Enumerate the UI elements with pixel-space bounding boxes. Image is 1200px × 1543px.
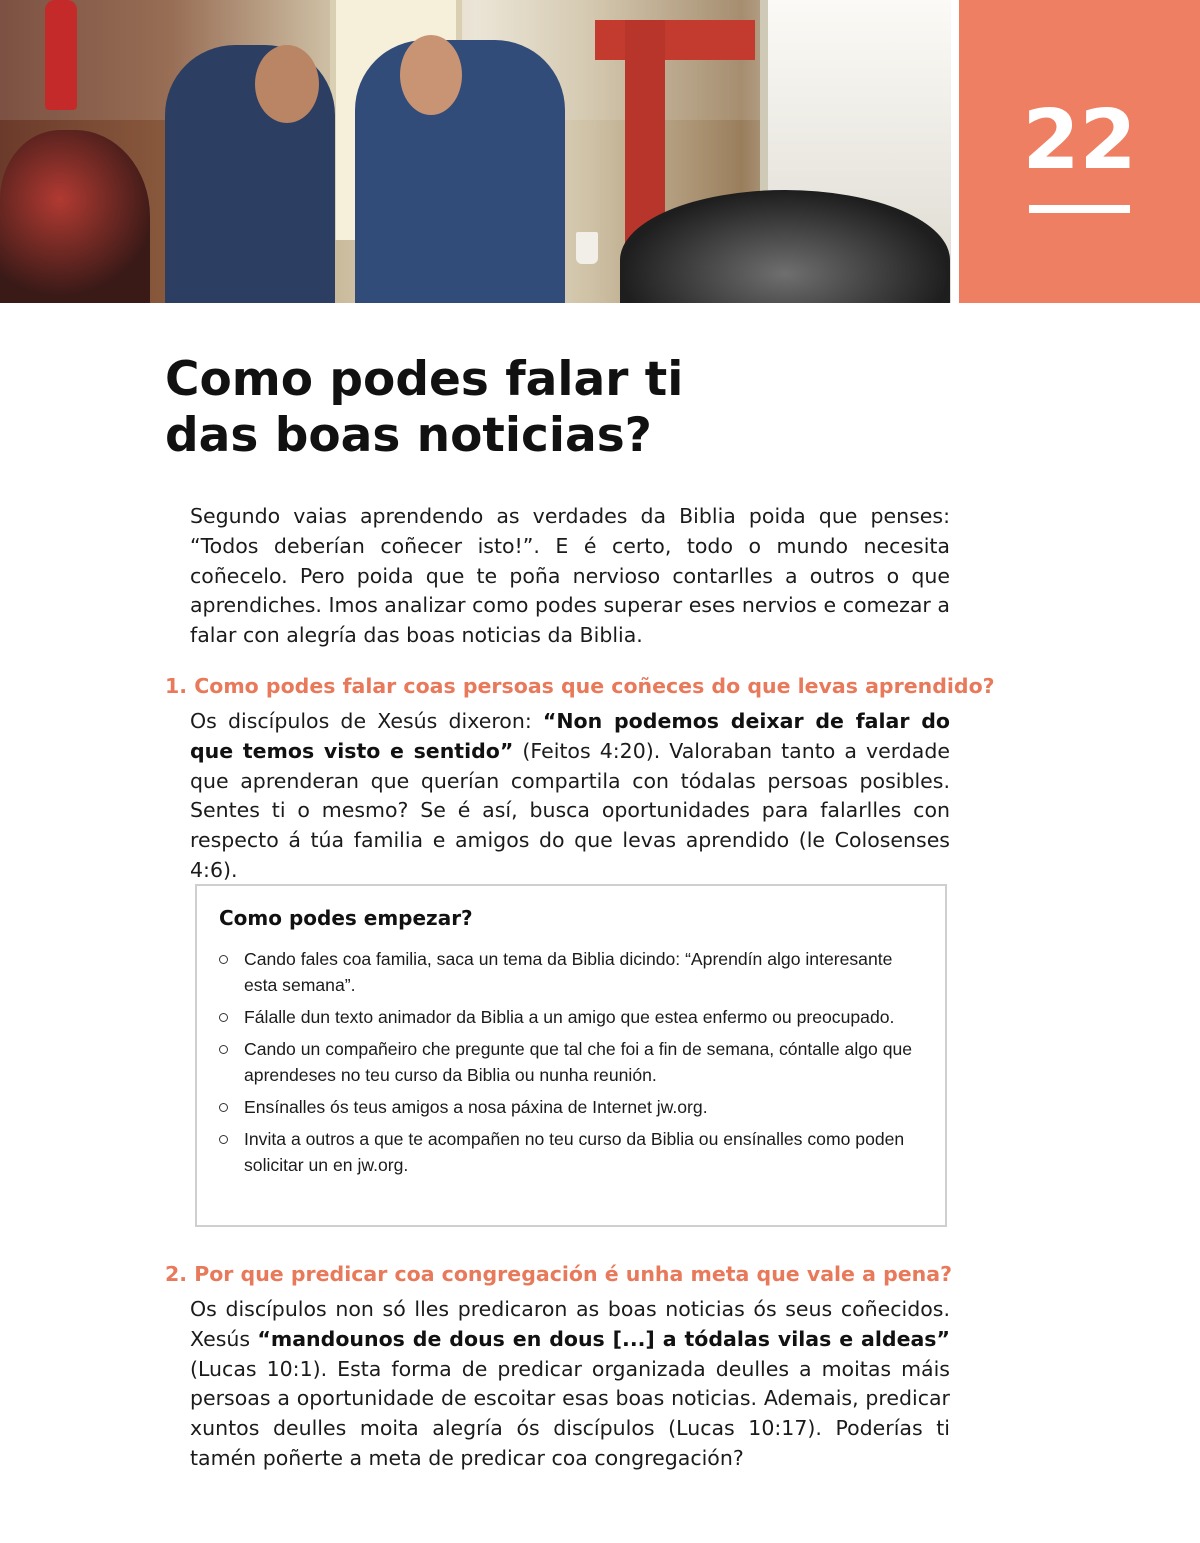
question-1: 1. Como podes falar coas persoas que coñeces do que levas aprendido? <box>165 674 995 698</box>
list-item-text: Cando un compañeiro che pregunte que tal che foi a fin de semana, cóntalle algo que aprendeses no teu curso da Biblia ou nunha reunión. <box>244 1039 913 1085</box>
page-title-line-1: Como podes falar ti <box>165 352 684 407</box>
section-1-quote: “Non podemos deixar de falar do que temos visto e sentido” <box>190 709 950 763</box>
chapter-badge <box>959 0 1200 303</box>
chapter-number: 22 <box>1022 93 1137 188</box>
tips-box <box>195 884 947 1227</box>
list-item-text: Invita a outros a que te acompañen no teu curso da Biblia ou ensínalles como poden solicitar un en jw.org. <box>244 1129 905 1175</box>
tips-box-title: Como podes empezar? <box>219 906 473 930</box>
list-item-text: Fálalle dun texto animador da Biblia a un amigo que estea enfermo ou preocupado. <box>244 1007 895 1027</box>
list-item <box>219 1126 919 1178</box>
intro-paragraph: Segundo vaias aprendendo as verdades da Biblia poida que penses: “Todos deberían coñecer isto!”. E é certo, todo o mundo necesita coñecelo. Pero poida que te poña nervioso contarlles a outros o que aprendiches. Imos analizar como podes superar eses nervios e comezar a falar con alegría das boas noticias da Biblia. <box>190 504 950 648</box>
question-2: 2. Por que predicar coa congregación é unha meta que vale a pena? <box>165 1262 952 1286</box>
photo-lift-arm <box>595 20 755 60</box>
section-2-quote: “mandounos de dous en dous [...] a tódalas vilas e aldeas” <box>257 1326 950 1351</box>
bullet-circle-icon <box>219 1013 228 1022</box>
section-2-paragraph <box>190 1295 950 1474</box>
bullet-circle-icon <box>219 1045 228 1054</box>
section-1-paragraph <box>190 707 950 886</box>
section-1-text-before: Os discípulos de Xesús dixeron: <box>190 709 543 733</box>
photo-older-man-head <box>255 45 319 123</box>
page-title-line-2: das boas noticias? <box>165 408 652 463</box>
list-item <box>219 946 919 998</box>
list-item-text: Cando fales coa familia, saca un tema da Biblia dicindo: “Aprendín algo interesante esta semana”. <box>244 949 893 995</box>
photo-fire-extinguisher <box>45 0 77 110</box>
tips-list <box>219 946 919 1184</box>
photo-coffee-cup <box>576 232 598 264</box>
list-item <box>219 1094 919 1120</box>
section-2-text-before: Os discípulos non só lles predicaron as boas noticias ós seus coñecidos. Xesús <box>190 1297 950 1351</box>
bullet-circle-icon <box>219 1103 228 1112</box>
photo-red-motorcycle <box>0 130 150 303</box>
header-photo <box>0 0 951 303</box>
list-item <box>219 1036 919 1088</box>
list-item-text: Ensínalles ós teus amigos a nosa páxina de Internet jw.org. <box>244 1097 708 1117</box>
bullet-circle-icon <box>219 955 228 964</box>
page-title <box>165 352 865 464</box>
chapter-rule <box>1029 205 1130 213</box>
bullet-circle-icon <box>219 1135 228 1144</box>
section-1-text-after: (Feitos 4:20). Valoraban tanto a verdade que aprenderan que querían compartila con tódalas persoas posibles. Sentes ti o mesmo? Se é así, busca oportunidades para falarlles con respecto á túa familia e amigos do que levas aprendido (le Colosenses 4:6). <box>190 738 950 882</box>
section-2-text-after: (Lucas 10:1). Esta forma de predicar organizada deulles a moitas máis persoas a oportunidade de escoitar esas boas noticias. Ademais, predicar xuntos deulles moita alegría ós discípulos (Lucas 10:17). Poderías ti tamén poñerte a meta de predicar coa congregación? <box>190 1356 950 1470</box>
list-item <box>219 1004 919 1030</box>
photo-younger-man-head <box>400 35 462 115</box>
